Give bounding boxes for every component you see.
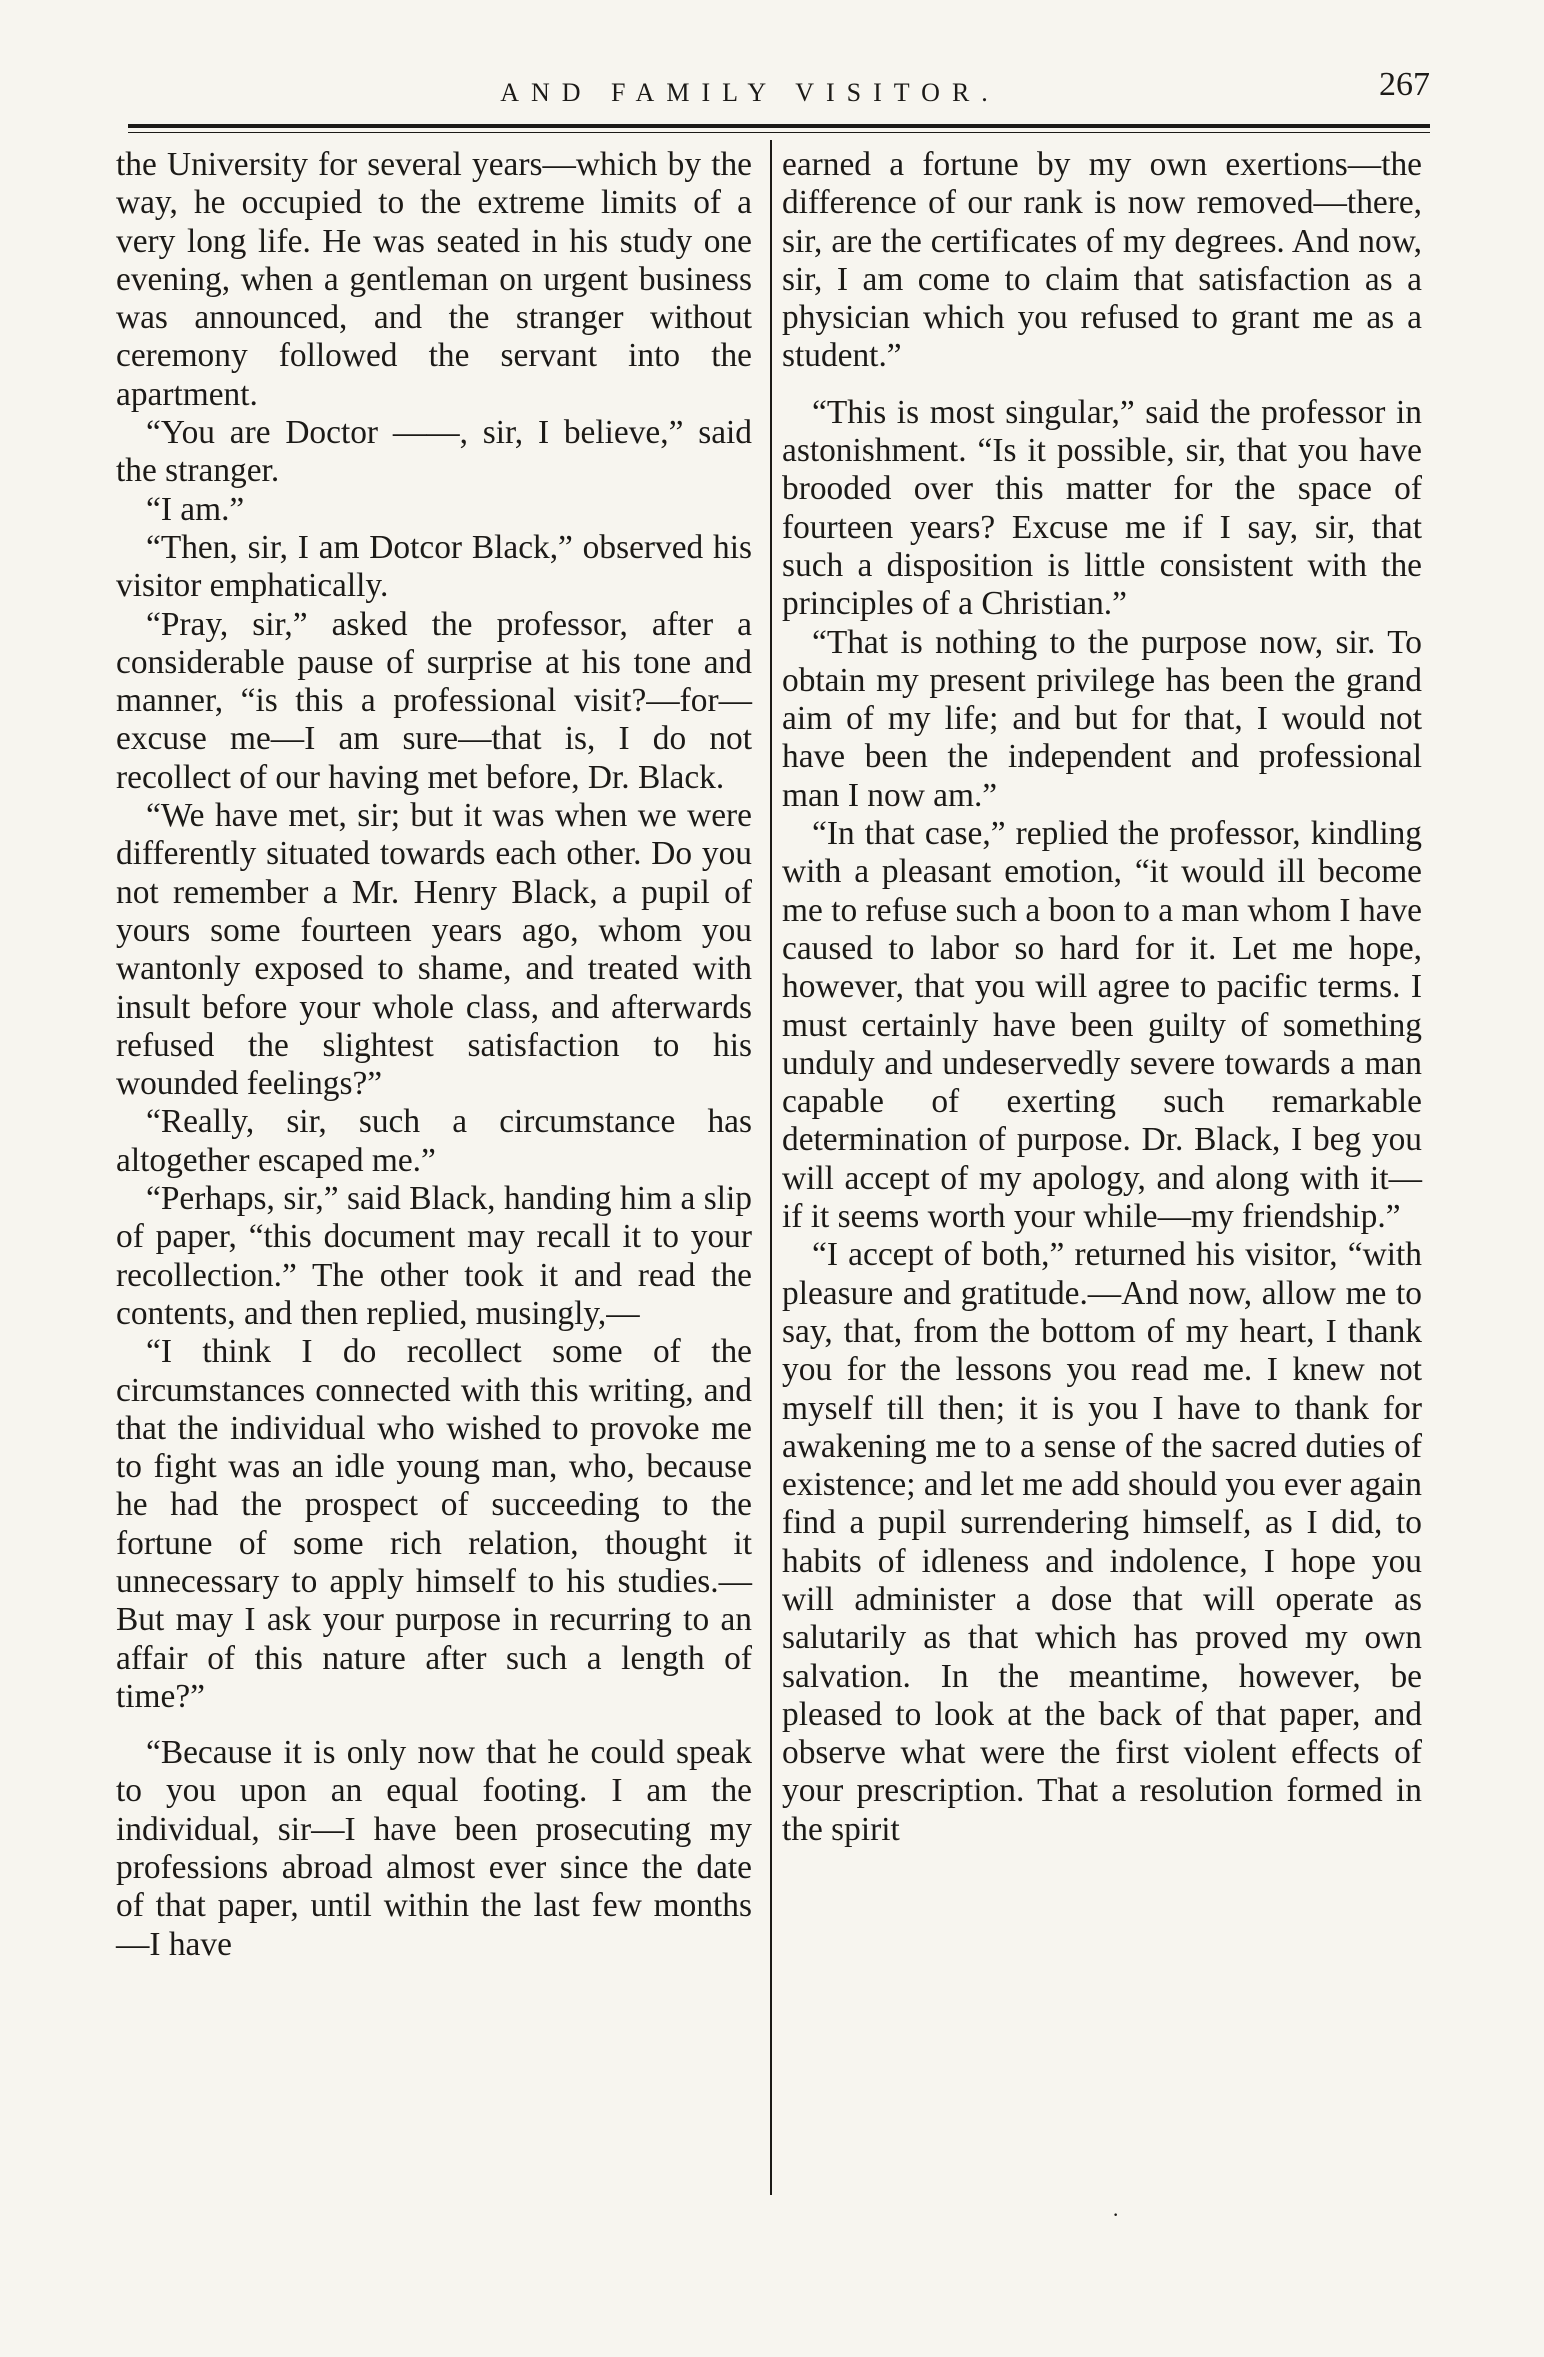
- paragraph: earned a fortune by my own exertions—the difference of our rank is now removed—there, sir, are the certificates of my degrees. And now, sir, I am come to claim that satisfaction as a physician which you refused to grant me as a student.”: [782, 146, 1422, 375]
- paragraph: “Then, sir, I am Dotcor Black,” observed his visitor emphatically.: [116, 528, 752, 605]
- paragraph: “Pray, sir,” asked the professor, after a considerable pause of surprise at his tone and manner, “is this a professional visit?—for—excuse me—I am sure—that is, I do not recollect of our having met before, Dr. Black.: [116, 605, 752, 796]
- page-number: 267: [1379, 66, 1430, 103]
- right-column: [782, 146, 1422, 1849]
- paragraph: “Really, sir, such a circumstance has altogether escaped me.”: [116, 1103, 752, 1179]
- running-header: AND FAMILY VISITOR.: [500, 78, 1000, 107]
- paragraph: “We have met, sir; but it was when we were differently situated towards each other. Do you not remember a Mr. Henry Black, a pupil of yours some fourteen years ago, whom you wantonly exposed to shame, and treated with insult before your whole class, and afterwards refused the slightest satisfaction to his wounded feelings?”: [116, 797, 752, 1103]
- paragraph: “You are Doctor ——, sir, I believe,” said the stranger.: [116, 414, 752, 490]
- header-rule-thick: [128, 124, 1430, 128]
- paragraph: “That is nothing to the purpose now, sir. To obtain my present privilege has been the grand aim of my life; and but for that, I would not have been the independent and professional man I now am.”: [782, 623, 1422, 814]
- print-mark: ·: [1112, 2202, 1120, 2227]
- header-rule-thin: [128, 132, 1430, 133]
- paragraph: “I am.”: [146, 490, 245, 528]
- paragraph: “I think I do recollect some of the circumstances connected with this writing, and that the individual who wished to provoke me to fight was an idle young man, who, because he had the prospect of succeeding to the fortune of some rich relation, thought it unnecessary to apply himself to his studies.—But may I ask your purpose in recurring to an affair of this nature after such a length of time?”: [116, 1333, 752, 1715]
- paragraph: “In that case,” replied the professor, kindling with a pleasant emotion, “it would ill become me to refuse such a boon to a man whom I have caused to labor so hard for it. Let me hope, however, that you will agree to pacific terms. I must certainly have been guilty of something unduly and undeservedly severe towards a man capable of exerting such remarkable determination of purpose. Dr. Black, I beg you will accept of my apology, and along with it—if it seems worth your while—my friendship.”: [782, 815, 1422, 1236]
- paragraph: “Because it is only now that he could speak to you upon an equal footing. I am the individual, sir—I have been prosecuting my professions abroad almost ever since the date of that paper, until within the last few months—I have: [116, 1734, 752, 1963]
- left-column: [116, 146, 752, 1964]
- column-divider: [770, 140, 772, 2195]
- paragraph: “I accept of both,” returned his visitor, “with pleasure and gratitude.—And now, allow me to say, that, from the bottom of my heart, I thank you for the lessons you read me. I knew not myself till then; it is you I have to thank for awakening me to a sense of the sacred duties of existence; and let me add should you ever again find a pupil surrendering himself, as I did, to habits of idleness and indolence, I hope you will administer a dose that will operate as salutarily as that which has proved my own salvation. In the meantime, however, be pleased to look at the back of that paper, and observe what were the first violent effects of your prescription. That a resolution formed in the spirit: [782, 1236, 1422, 1848]
- paragraph: “This is most singular,” said the professor in astonishment. “Is it possible, sir, that you have brooded over this matter for the space of fourteen years? Excuse me if I say, sir, that such a disposition is little consistent with the principles of a Christian.”: [782, 393, 1422, 623]
- paragraph: the University for several years—which by the way, he occupied to the extreme limits of a very long life. He was seated in his study one evening, when a gentleman on urgent business was announced, and the stranger without ceremony followed the servant into the apartment.: [116, 146, 752, 413]
- paragraph: “Perhaps, sir,” said Black, handing him a slip of paper, “this document may recall it to your recollection.” The other took it and read the contents, and then replied, musingly,—: [116, 1180, 752, 1332]
